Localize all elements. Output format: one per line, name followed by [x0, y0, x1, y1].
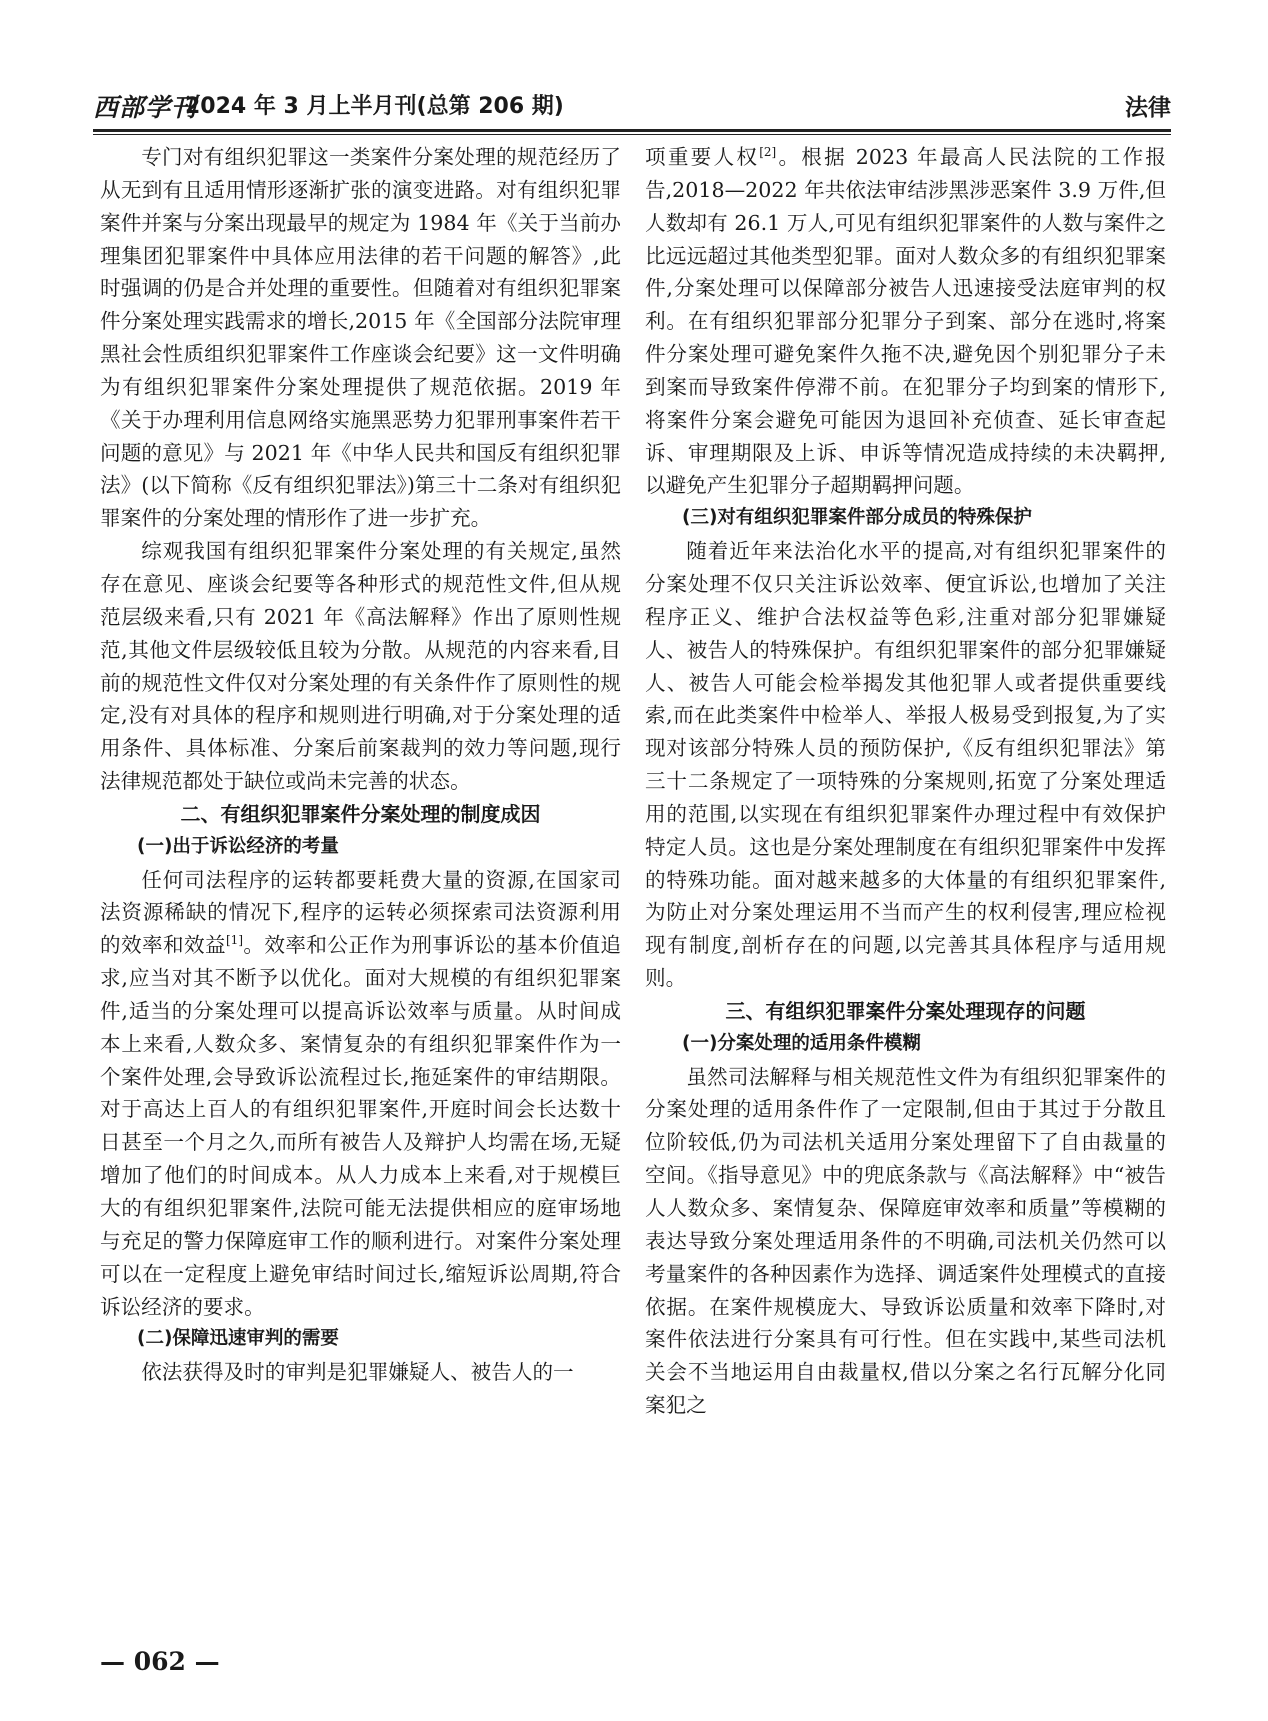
right-column [645, 141, 1166, 1422]
section-heading: 三、有组织犯罪案件分案处理现存的问题 [725, 998, 1086, 1023]
paragraph-text: 任何司法程序的运转都要耗费大量的资源,在国家司法资源稀缺的情况下,程序的运转必须探索司法资源利用的效率和效益 [100, 867, 621, 958]
paragraph [100, 864, 621, 1324]
paragraph-text: 。根据 2023 年最高人民法院的工作报告,2018—2022 年共依法审结涉黑涉恶案件 3.9 万件,但人数却有 26.1 万人,可见有组织犯罪案件的人数与案件之比远远超过其他类型犯罪。面对人数众多的有组织犯罪案件,分案处理可以保障部分被告人迅速接受法庭审判的权利。在有组织犯罪部分犯罪分子到案、部分在逃时,将案件分案处理可避免案件久拖不决,避免因个别犯罪分子未到案而导致案件停滞不前。在犯罪分子均到案的情形下,将案件分案会避免可能因为退回补充侦查、延长审查起诉、审理期限及上诉、申诉等情况造成持续的未决羁押,以避免产生犯罪分子超期羁押问题。 [645, 145, 1166, 498]
paragraph: 依法获得及时的审判是犯罪嫌疑人、被告人的一 [141, 1360, 574, 1385]
subsection-heading: (三)对有组织犯罪案件部分成员的特殊保护 [682, 507, 1032, 529]
section-heading: 二、有组织犯罪案件分案处理的制度成因 [180, 801, 541, 826]
citation-ref: [1] [226, 933, 243, 948]
paragraph: 虽然司法解释与相关规范性文件为有组织犯罪案件的分案处理的适用条件作了一定限制,但由于其过于分散且位阶较低,仍为司法机关适用分案处理留下了自由裁量的空间。《指导意见》中的兜底条款与《高法解释》中“被告人人数众多、案情复杂、保障庭审效率和质量”等模糊的表达导致分案处理适用条件的不明确,司法机关仍然可以考量案件的各种因素作为选择、调适案件处理模式的直接依据。在案件规模庞大、导致诉讼质量和效率下降时,对案件依法进行分案具有可行性。但在实践中,某些司法机关会不当地运用自由裁量权,借以分案之名行瓦解分化同案犯之 [645, 1064, 1166, 1418]
paragraph-text: 。效率和公正作为刑事诉讼的基本价值追求,应当对其不断予以优化。面对大规模的有组织犯罪案件,适当的分案处理可以提高诉讼效率与质量。从时间成本上来看,人数众多、案情复杂的有组织犯罪案件作为一个案件处理,会导致诉讼流程过长,拖延案件的审结期限。对于高达上百人的有组织犯罪案件,开庭时间会长达数十日甚至一个月之久,而所有被告人及辩护人均需在场,无疑增加了他们的时间成本。从人力成本上来看,对于规模巨大的有组织犯罪案件,法院可能无法提供相应的庭审场地与充足的警力保障庭审工作的顺利进行。对案件分案处理可以在一定程度上避免审结时间过长,缩短诉讼周期,符合诉讼经济的要求。 [100, 933, 621, 1319]
paragraph [645, 141, 1166, 502]
paragraph: 专门对有组织犯罪这一类案件分案处理的规范经历了从无到有且适用情形逐渐扩张的演变进路。对有组织犯罪案件并案与分案出现最早的规定为 1984 年《关于当前办理集团犯罪案件中具体应用法律的若干问题的解答》,此时强调的仍是合并处理的重要性。但随着对有组织犯罪案件分案处理实践需求的增长,2015 年《全国部分法院审理黑社会性质组织犯罪案件工作座谈会纪要》这一文件明确为有组织犯罪案件分案处理提供了规范依据。2019 年《关于办理利用信息网络实施黑恶势力犯罪刑事案件若干问题的意见》与 2021 年《中华人民共和国反有组织犯罪法》(以下简称《反有组织犯罪法》)第三十二条对有组织犯罪案件的分案处理的情形作了进一步扩充。 [100, 145, 621, 531]
subsection-heading: (二)保障迅速审判的需要 [137, 1328, 339, 1350]
page-number: — 062 — [100, 1647, 220, 1676]
paragraph-text: 项重要人权 [645, 145, 760, 169]
subsection-heading: (一)分案处理的适用条件模糊 [682, 1032, 921, 1054]
subsection-heading: (一)出于诉讼经济的考量 [137, 835, 339, 857]
running-header [93, 88, 1171, 122]
header-rule [93, 129, 1171, 132]
left-column [100, 141, 621, 1389]
section-label: 法律 [1125, 95, 1171, 121]
journal-logo: 西部学刊 [93, 93, 198, 122]
paragraph: 综观我国有组织犯罪案件分案处理的有关规定,虽然存在意见、座谈会纪要等各种形式的规范性文件,但从规范层级来看,只有 2021 年《高法解释》作出了原则性规范,其他文件层级较低且较为分散。从规范的内容来看,目前的规范性文件仅对分案处理的有关条件作了原则性的规定,没有对具体的程序和规则进行明确,对于分案处理的适用条件、具体标准、分案后前案裁判的效力等问题,现行法律规范都处于缺位或尚未完善的状态。 [100, 539, 621, 794]
citation-ref: [2] [759, 145, 777, 160]
paragraph: 随着近年来法治化水平的提高,对有组织犯罪案件的分案处理不仅只关注诉讼效率、便宜诉讼,也增加了关注程序正义、维护合法权益等色彩,注重对部分犯罪嫌疑人、被告人的特殊保护。有组织犯罪案件的部分犯罪嫌疑人、被告人可能会检举揭发其他犯罪人或者提供重要线索,而在此类案件中检举人、举报人极易受到报复,为了实现对该部分特殊人员的预防保护,《反有组织犯罪法》第三十二条规定了一项特殊的分案规则,拓宽了分案处理适用的范围,以实现在有组织犯罪案件办理过程中有效保护特定人员。这也是分案处理制度在有组织犯罪案件中发挥的特殊功能。面对越来越多的大体量的有组织犯罪案件,为防止对分案处理运用不当而产生的权利侵害,理应检视现有制度,剖析存在的问题,以完善其具体程序与适用规则。 [645, 539, 1166, 991]
header-rule-thin [93, 134, 1171, 135]
issue-info: 2024 年 3 月上半月刊(总第 206 期) [185, 94, 564, 119]
